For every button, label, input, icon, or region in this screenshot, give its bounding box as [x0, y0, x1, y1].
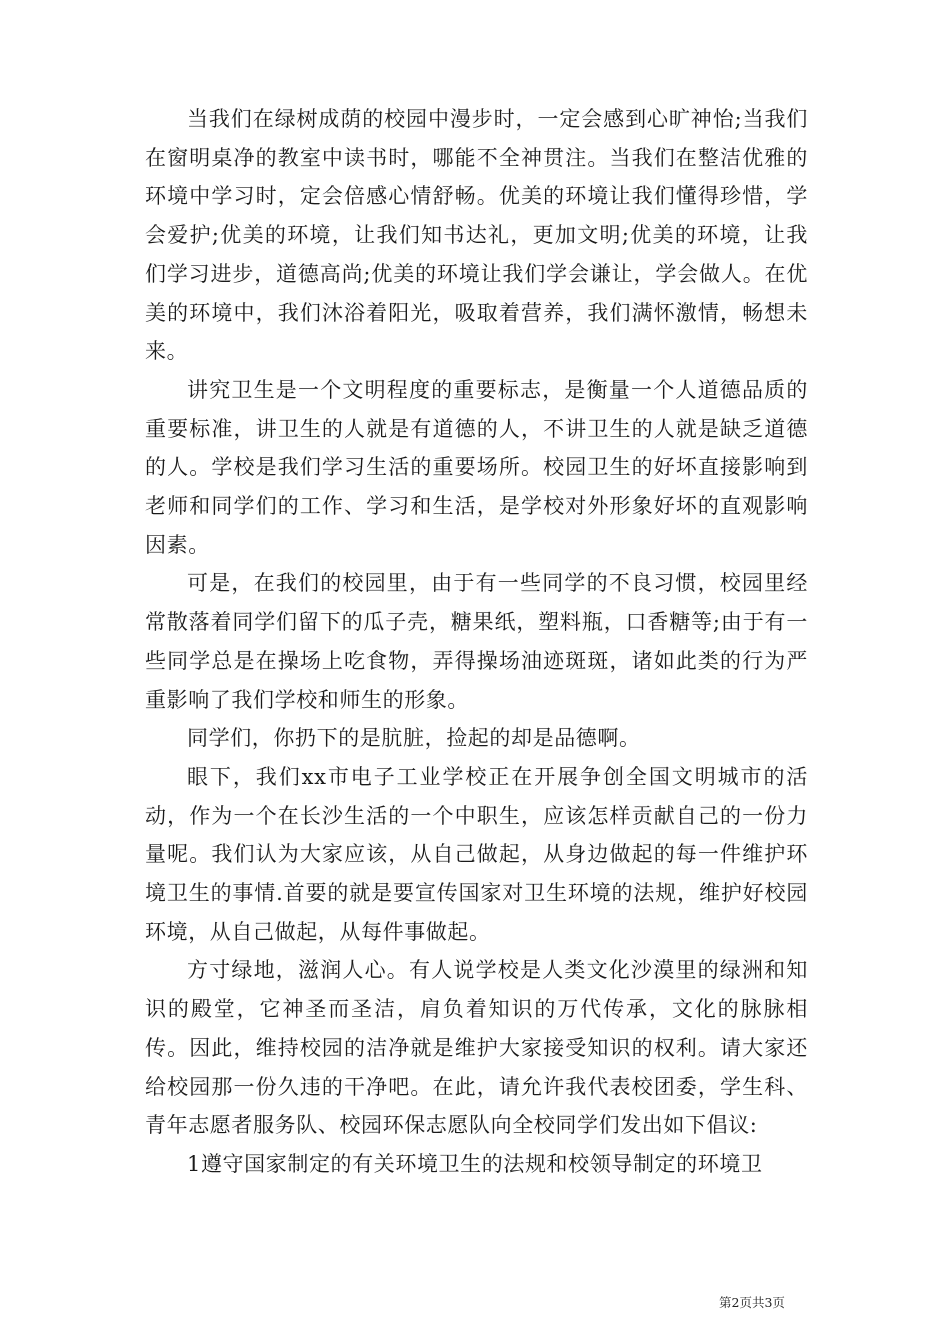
paragraph-7: 1遵守国家制定的有关环境卫生的法规和校领导制定的环境卫 — [187, 1151, 763, 1176]
paragraph-4: 同学们，你扔下的是肮脏，捡起的却是品德啊。 — [187, 726, 641, 751]
paragraph-2: 讲究卫生是一个文明程度的重要标志，是衡量一个人道德品质的重要标准，讲卫生的人就是有道德的人，不讲卫生的人就是缺乏道德的人。学校是我们学习生活的重要场所。校园卫生的好坏直接影响到老师和同学们的工作、学习和生活，是学校对外形象好坏的直观影响因素。 — [145, 377, 808, 557]
page-number-footer: 第2页共3页 — [719, 1295, 785, 1310]
paragraph-3: 可是，在我们的校园里，由于有一些同学的不良习惯，校园里经常散落着同学们留下的瓜子壳，糖果纸，塑料瓶，口香糖等;由于有一些同学总是在操场上吃食物，弄得操场油迹斑斑，诸如此类的行为严重影响了我们学校和师生的形象。 — [145, 571, 808, 712]
paragraph-1: 当我们在绿树成荫的校园中漫步时，一定会感到心旷神怡;当我们在窗明桌净的教室中读书时，哪能不全神贯注。当我们在整洁优雅的环境中学习时，定会倍感心情舒畅。优美的环境让我们懂得珍惜，学会爱护;优美的环境，让我们知书达礼，更加文明;优美的环境，让我们学习进步，道德高尚;优美的环境让我们学会谦让，学会做人。在优美的环境中，我们沐浴着阳光，吸取着营养，我们满怀激情，畅想未来。 — [145, 107, 808, 364]
paragraph-5: 眼下，我们xx市电子工业学校正在开展争创全国文明城市的活动，作为一个在长沙生活的一个中职生，应该怎样贡献自己的一份力量呢。我们认为大家应该，从自己做起，从身边做起的每一件维护环境卫生的事情.首要的就是要宣传国家对卫生环境的法规，维护好校园环境，从自己做起，从每件事做起。 — [145, 764, 808, 944]
paragraph-6: 方寸绿地，滋润人心。有人说学校是人类文化沙漠里的绿洲和知识的殿堂，它神圣而圣洁，肩负着知识的万代传承，文化的脉脉相传。因此，维持校园的洁净就是维护大家接受知识的权利。请大家还给校园那一份久违的干净吧。在此，请允许我代表校团委，学生科、青年志愿者服务队、校园环保志愿队向全校同学们发出如下倡议: — [145, 958, 808, 1138]
document-body — [145, 100, 808, 1184]
